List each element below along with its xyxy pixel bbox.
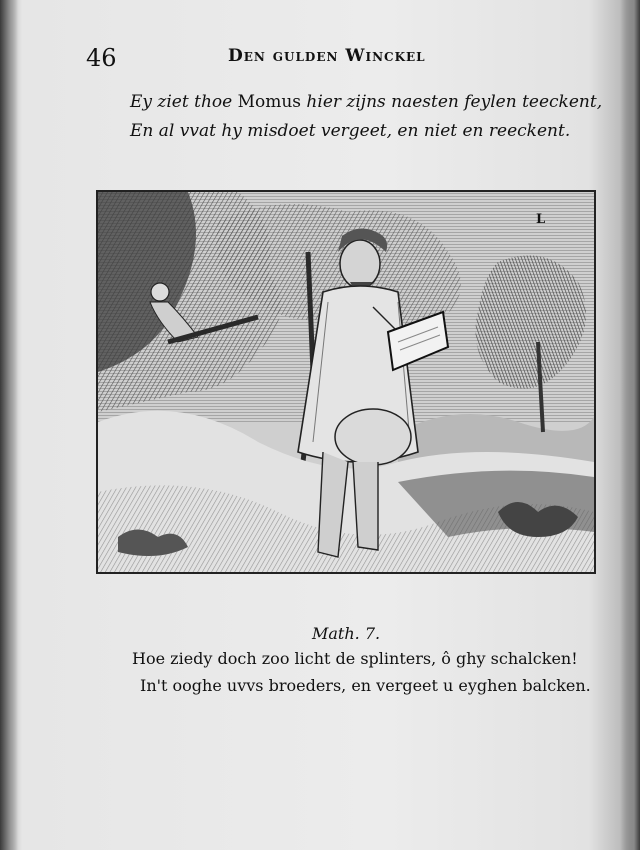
bottom-verse-line-2: In't ooghe uvvs broeders, en vergeet u eyghen balcken. [140,676,591,695]
plate-letter: L [536,212,546,227]
page-gutter [0,0,18,850]
page-number: 46 [86,44,117,72]
top-verse-line-2: En al vvat hy misdoet vergeet, en niet en reeckent. [130,121,571,141]
page-edge [620,0,640,850]
running-head: Den gulden Winckel [228,46,426,66]
bible-citation: Math. 7. [312,624,381,643]
top-verse-line-1-end: hier zijns naesten feylen teeckent, [301,92,603,112]
top-verse-line-1-start: Ey ziet thoe [130,92,238,112]
top-verse-line-1 [130,92,602,112]
top-verse-name: Momus [237,92,302,112]
engraving-illustration [96,190,596,574]
bottom-verse-line-1: Hoe ziedy doch zoo licht de splinters, ô ghy schalcken! [132,649,578,668]
engraving-icon [98,192,594,572]
